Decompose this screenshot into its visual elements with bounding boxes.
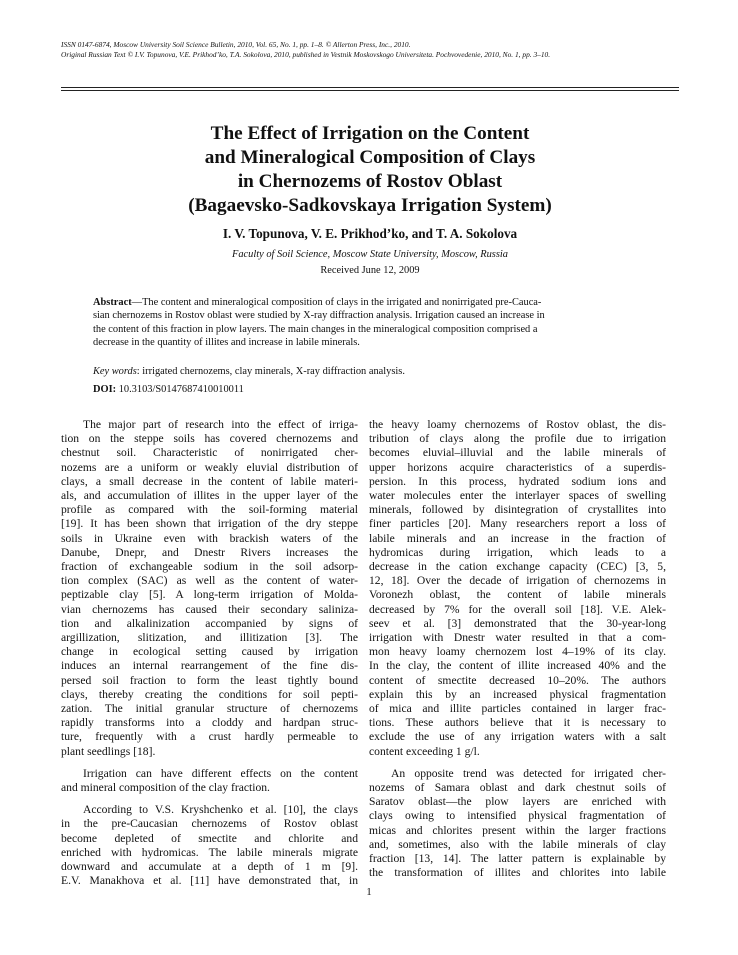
affiliation: Faculty of Soil Science, Moscow State University, Moscow, Russia [232,249,508,260]
text-line: tion complex (SAC) as well as the content of water- [61,574,358,588]
text-line: hydromicas during irrigation, which leads to a [369,545,666,559]
title-line: in Chernozems of Rostov Oblast [237,171,503,192]
text-line: peptizable clay [5]. A long-term irrigation of Molda- [61,588,358,602]
text-line: clays, a small decrease in the content of labile materi- [61,474,358,488]
abstract [93,296,654,350]
text-line: induces an internal rearrangement of the fine dis- [61,659,358,673]
text-line: plant seedlings [18]. [61,744,156,758]
text-line: micas and chlorites present within the larger fractions [369,823,666,837]
text-line: fraction [13, 14]. The latter pattern is explainable by [369,852,666,866]
abstract-line: the content of this fraction in plow layers. The main changes in the mineralogical composition comprised a [93,323,538,335]
abstract-line: decrease in the quantity of illites and increase in labile minerals. [93,337,360,349]
text-line: decreased by 7% for the overall soil [18]. V.E. Alek- [369,602,666,616]
text-line: clays owing to intensified physical fragmentation of [369,809,666,823]
text-line: and, sometimes, also with the labile minerals of clay [369,837,666,851]
text-line: Saratov oblast—the plow layers are enriched with [369,795,666,809]
text-line: In the clay, the content of illite increased 40% and the [369,659,666,673]
text-line: decrease in the cation exchange capacity (CEC) [3, 5, [369,560,666,574]
text-line: vian chernozems has caused their secondary saliniza- [61,602,358,616]
text-line: enriched with hydromicas. The labile minerals migrate [61,845,358,859]
text-line: persed soil fraction to form the least tightly bound [61,673,358,687]
text-line: soils in Ukraine even with brackish waters of the [61,531,358,545]
text-line: Irrigation can have different effects on the content [83,766,358,780]
paragraph [369,418,666,759]
article-title [61,122,679,218]
text-line: finer particles [20]. Many researchers report a loss of [369,517,666,531]
header-line-1: ISSN 0147-6874, Moscow University Soil Science Bulletin, 2010, Vol. 65, No. 1, pp. 1–8. © Allerton Press, Inc., 2010. [61,40,411,49]
text-line: labile minerals and an increase in the fraction of [369,531,666,545]
text-line: upper horizons acquire characteristics of a superdis- [369,460,666,474]
doi [93,384,654,395]
keywords-text: : irrigated chernozems, clay minerals, X-ray diffraction analysis. [136,366,405,377]
text-line: nozems of Samara oblast and dark chestnut soils of [369,781,666,795]
keywords [93,366,654,377]
keywords-label: Key words [93,366,137,377]
paragraph [61,803,358,888]
text-line: tribution of clays along the profile due to irrigation [369,432,666,446]
paragraph [61,767,358,795]
text-line: E.V. Manakhova et al. [11] have demonstrated that, in [61,874,358,888]
page-number: 1 [366,886,372,898]
text-line: of mica and illite particles contained in larger frac- [369,702,666,716]
text-line: Voronezh oblast, the content of labile minerals [369,588,666,602]
text-line: fraction of exchangeable sodium in the soil adsorp- [61,560,358,574]
abstract-line: —The content and mineralogical composition of clays in the irrigated and nonirrigated pre-Cauca- [131,297,542,308]
text-line: tions. These authors believe that it is necessary to [369,716,666,730]
received-date: Received June 12, 2009 [320,265,420,276]
abstract-line: sian chernozems in Rostov oblast were studied by X-ray diffraction analysis. Irrigation caused an increase in [93,310,545,322]
text-line: the heavy loamy chernozems of Rostov oblast, the dis- [369,418,666,431]
text-line: content exceeding 1 g/l. [369,744,480,758]
text-line: profile as compared with the soil-forming material [61,503,358,517]
text-line: The major part of research into the effect of irriga- [83,418,358,431]
title-line: The Effect of Irrigation on the Content [210,123,530,144]
text-line: downward and accumulate at a depth of 1 m [9]. [61,860,358,874]
title-line: (Bagaevsko-Sadkovskaya Irrigation System) [188,195,552,216]
title-line: and Mineralogical Composition of Clays [204,147,536,168]
text-line: content of smectite decreased 10–20%. The authors [369,673,666,687]
text-line: tion on the steppe soils has covered chernozems and [61,432,358,446]
text-line: chestnut soil. Characteristic of nonirrigated cher- [61,446,358,460]
text-line: and mineral composition of the clay fraction. [61,781,270,795]
text-line: Danube, Dnepr, and Dnestr Rivers increases the [61,545,358,559]
text-line: exclude the use of any irrigation waters with a salt [369,730,666,744]
text-line: nozems are a uniform or weakly eluvial distribution of [61,460,358,474]
text-line: clays, thereby creating the conditions for soil pepti- [61,687,358,701]
journal-header [61,40,681,60]
abstract-label: Abstract [93,297,132,308]
text-line: According to V.S. Kryshchenko et al. [10], the clays [83,803,358,817]
text-line: water molecules enter the interlayer spaces of swelling [369,489,666,503]
text-line: in the pre-Caucasian chernozems of Rostov oblast [61,817,358,831]
body-right-column [369,418,666,889]
text-line: irrigation with Dnestr water resulted in that a com- [369,631,666,645]
text-line: change in ecological setting caused by irrigation [61,645,358,659]
text-line: mon heavy loamy chernozem lost 4–19% of its clay. [369,645,666,659]
body-left-column [61,418,358,897]
header-line-2: Original Russian Text © I.V. Topunova, V.E. Prikhod’ko, T.A. Sokolova, 2010, published in Vestnik Moskovskogo Universiteta. Pochvovedenie, 2010, No. 1, pp. 3–10. [61,50,551,59]
text-line: explain this by an increased physical fragmentation [369,687,666,701]
text-line: rapidly transforms into a cloddy and hardpan struc- [61,716,358,730]
text-line: argillization, slitization, and illitization [3]. The [61,631,358,645]
doi-label: DOI: [93,384,117,395]
doi-text: 10.3103/S0147687410010011 [116,384,244,395]
header-rule-bottom [61,90,679,91]
authors: I. V. Topunova, V. E. Prikhod’ko, and T. A. Sokolova [222,226,518,241]
text-line: als, and accumulation of illites in the upper layer of the [61,489,358,503]
text-line: becomes eluvial–illuvial and the labile minerals of [369,446,666,460]
paragraph [369,767,666,881]
text-line: the transformation of illites and chlorites into labile [369,866,666,880]
text-line: 12, 18]. Over the decade of irrigation of chernozems in [369,574,666,588]
text-line: An opposite trend was detected for irrigated cher- [391,766,666,780]
text-line: seev et al. [3] demonstrated that the 30-year-long [369,616,666,630]
text-line: tion and alkalinization accompanied by signs of [61,616,358,630]
text-line: [19]. It has been shown that irrigation of the dry steppe [61,517,358,531]
text-line: ture, frequently with a crust hardly permeable to [61,730,358,744]
header-rule-top [61,87,679,88]
text-line: persion. In this process, hydrated sodium ions and [369,474,666,488]
text-line: minerals, followed by disintegration of crystallites into [369,503,666,517]
text-line: become depleted of smectite and chlorite and [61,831,358,845]
paragraph [61,418,358,759]
text-line: zation. The initial granular structure of chernozems [61,702,358,716]
